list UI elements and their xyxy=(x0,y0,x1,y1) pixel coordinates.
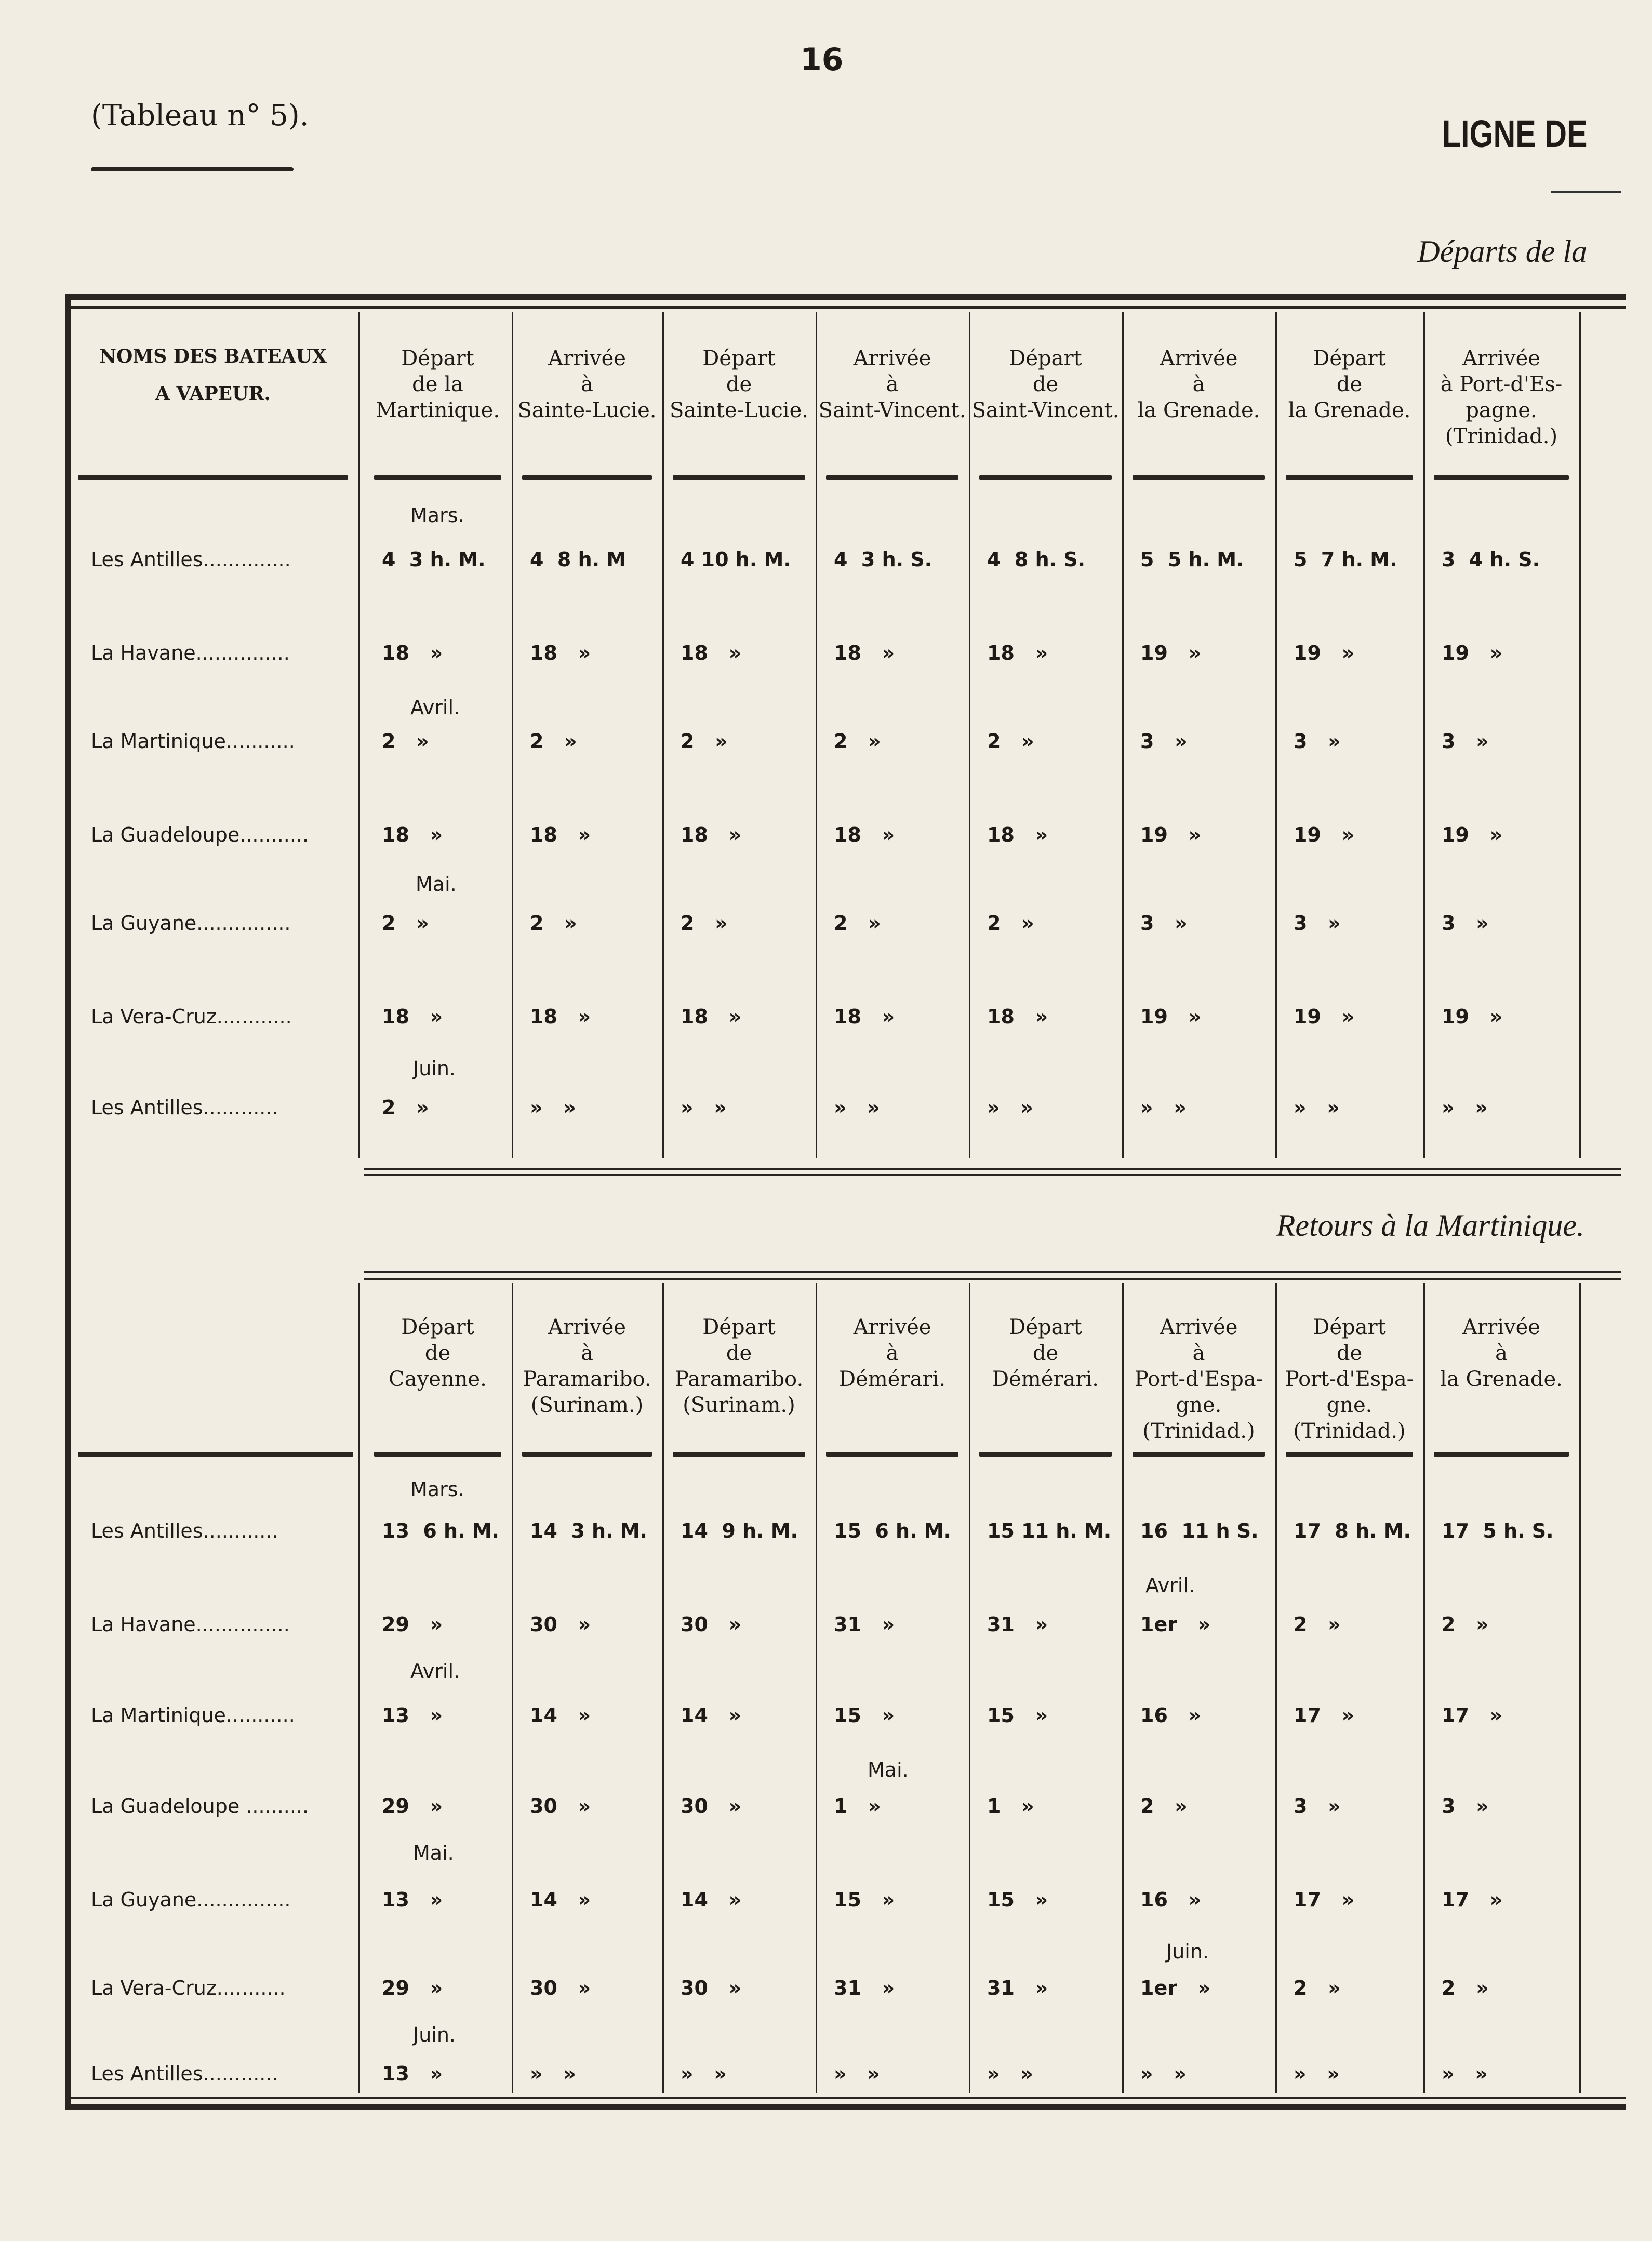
table-cell: 30 » xyxy=(681,1795,742,1818)
table-cell: 1 » xyxy=(834,1795,881,1818)
table-cell: 14 » xyxy=(681,1888,742,1911)
table-cell: 14 » xyxy=(530,1704,591,1727)
table-cell: 3 » xyxy=(1294,912,1341,935)
column-header-line: Départ xyxy=(401,346,474,370)
column-header xyxy=(68,345,358,405)
table-cell: 3 » xyxy=(1140,912,1188,935)
header-underline xyxy=(522,475,652,480)
column-header-line: gne. xyxy=(1326,1393,1373,1417)
column-header-line: à xyxy=(1495,1341,1508,1365)
table-cell: » » xyxy=(1140,1096,1187,1119)
column-header xyxy=(1275,345,1423,423)
table-cell: 18 » xyxy=(681,823,742,846)
table-cell: 30 » xyxy=(530,1977,591,1999)
table-cell: 3 » xyxy=(1442,1795,1489,1818)
column-header-line: la Grenade. xyxy=(1137,398,1260,422)
table-cell: 3 » xyxy=(1140,730,1188,753)
table-cell: » » xyxy=(1140,2062,1187,2085)
table-cell: 18 » xyxy=(681,642,742,664)
month-note: Mars. xyxy=(410,1478,464,1501)
column-header-line: Sainte-Lucie. xyxy=(517,398,657,422)
column-header-line: Sainte-Lucie. xyxy=(670,398,808,422)
mid-rule-2 xyxy=(364,1174,1621,1176)
table-cell: » » xyxy=(987,1096,1033,1119)
column-header-line: pagne. xyxy=(1466,398,1537,422)
row-label: La Martinique........... xyxy=(91,730,295,753)
table-cell: 19 » xyxy=(1442,1005,1503,1028)
header-underline xyxy=(1286,475,1413,480)
table-cell: 15 » xyxy=(834,1704,895,1727)
column-header-line: Arrivée xyxy=(853,1315,931,1339)
column-header-line: Départ xyxy=(1009,1315,1082,1339)
table-cell: 19 » xyxy=(1294,1005,1355,1028)
column-header-line: de xyxy=(1032,372,1059,396)
table-cell: 14 » xyxy=(530,1888,591,1911)
column-header-line: Démérari. xyxy=(992,1367,1099,1391)
header-underline xyxy=(374,475,501,480)
column-header-line: (Trinidad.) xyxy=(1445,424,1558,448)
table-cell: 2 » xyxy=(382,912,429,935)
table-cell: 18 » xyxy=(681,1005,742,1028)
column-header-line: Saint-Vincent. xyxy=(818,398,966,422)
table-cell: » » xyxy=(834,2062,880,2085)
column-header-line: Arrivée xyxy=(1462,346,1540,370)
column-header-line: (Surinam.) xyxy=(530,1393,644,1417)
table-cell: 15 » xyxy=(987,1888,1048,1911)
column-header xyxy=(1423,1314,1579,1392)
column-header-line: Démérari. xyxy=(839,1367,945,1391)
column-header xyxy=(662,345,816,423)
table-cell: 18 » xyxy=(530,823,591,846)
table-bottom-rule-thin xyxy=(65,2097,1626,2099)
ligne-heading: LIGNE DE xyxy=(1442,112,1587,155)
table-cell: 3 » xyxy=(1294,730,1341,753)
table-cell: 15 » xyxy=(987,1704,1048,1727)
column-divider xyxy=(969,1283,970,2093)
column-divider xyxy=(1122,312,1124,1158)
column-header-line: Arrivée xyxy=(1160,346,1238,370)
row-label: Les Antilles............ xyxy=(91,1096,278,1119)
table-bottom-rule xyxy=(65,2104,1626,2110)
table-cell: » » xyxy=(1442,2062,1488,2085)
column-header-line: de xyxy=(726,1341,752,1365)
column-header-line: NOMS DES BATEAUX xyxy=(99,345,327,367)
column-divider xyxy=(969,312,970,1158)
month-note: Juin. xyxy=(413,2023,456,2046)
table-cell: 2 » xyxy=(1442,1613,1489,1636)
table-cell: 29 » xyxy=(382,1795,443,1818)
table-cell: 2 » xyxy=(681,730,728,753)
column-divider xyxy=(1579,312,1581,1158)
column-header-line: à xyxy=(581,372,593,396)
table-cell: 19 » xyxy=(1140,642,1202,664)
departures-title: Départs de la xyxy=(1417,234,1587,269)
column-divider xyxy=(1275,312,1277,1158)
column-divider xyxy=(816,1283,817,2093)
column-header-line: Arrivée xyxy=(1160,1315,1238,1339)
table-cell: 2 » xyxy=(1442,1977,1489,1999)
table-cell: » » xyxy=(681,2062,727,2085)
column-header-line: à xyxy=(581,1341,593,1365)
table-cell: 18 » xyxy=(987,1005,1048,1028)
month-note: Mai. xyxy=(413,1842,454,1864)
table-cell: 3 » xyxy=(1442,730,1489,753)
column-header-line: Arrivée xyxy=(548,346,626,370)
table-cell: 16 11 h S. xyxy=(1140,1519,1259,1542)
column-header xyxy=(969,345,1122,423)
table-cell: 30 » xyxy=(530,1613,591,1636)
column-divider xyxy=(512,312,513,1158)
header-underline xyxy=(826,1452,958,1457)
table-cell: » » xyxy=(1294,2062,1340,2085)
column-header-line: la Grenade. xyxy=(1288,398,1411,422)
column-header xyxy=(662,1314,816,1418)
column-header-line: à xyxy=(1192,1341,1205,1365)
table-cell: 31 » xyxy=(987,1613,1048,1636)
row-label: La Vera-Cruz........... xyxy=(91,1977,286,1999)
table-cell: 13 » xyxy=(382,2062,443,2085)
month-note: Avril. xyxy=(410,1660,460,1683)
column-header xyxy=(512,1314,662,1418)
table-cell: 4 3 h. M. xyxy=(382,548,486,571)
table-cell: » » xyxy=(530,1096,576,1119)
month-note: Mars. xyxy=(410,504,464,527)
month-note: Mai. xyxy=(416,873,457,896)
column-header-line: de xyxy=(424,1341,451,1365)
column-header-line: Cayenne. xyxy=(389,1367,487,1391)
month-note: Avril. xyxy=(410,696,460,719)
table-cell: 2 » xyxy=(834,730,881,753)
table-cell: 3 4 h. S. xyxy=(1442,548,1540,571)
table-cell: 31 » xyxy=(834,1613,895,1636)
table-cell: 17 8 h. M. xyxy=(1294,1519,1411,1542)
row-label: La Guadeloupe .......... xyxy=(91,1795,309,1818)
table-cell: 18 » xyxy=(987,642,1048,664)
month-note: Juin. xyxy=(413,1057,456,1080)
table-cell: 29 » xyxy=(382,1977,443,1999)
column-header-line: à xyxy=(1192,372,1205,396)
table-top-rule-thin xyxy=(65,306,1626,309)
table-cell: 17 » xyxy=(1294,1888,1355,1911)
table-cell: 2 » xyxy=(1294,1613,1341,1636)
table-cell: 17 » xyxy=(1294,1704,1355,1727)
table-cell: 31 » xyxy=(987,1977,1048,1999)
table-cell: 18 » xyxy=(382,823,443,846)
table-cell: 4 10 h. M. xyxy=(681,548,791,571)
table-cell: » » xyxy=(530,2062,576,2085)
row-label: La Guyane............... xyxy=(91,912,291,935)
column-divider xyxy=(662,312,664,1158)
table-cell: 2 » xyxy=(382,730,429,753)
table-cell: 31 » xyxy=(834,1977,895,1999)
header-underline xyxy=(78,475,348,480)
column-divider xyxy=(1423,1283,1425,2093)
table-cell: 5 5 h. M. xyxy=(1140,548,1244,571)
column-header xyxy=(1275,1314,1423,1444)
table-cell: 2 » xyxy=(1140,1795,1188,1818)
table-cell: 18 » xyxy=(382,1005,443,1028)
table-top-rule xyxy=(65,294,1626,300)
header-underline xyxy=(826,475,958,480)
column-header-line: Départ xyxy=(702,1315,776,1339)
table-cell: 16 » xyxy=(1140,1704,1202,1727)
column-header xyxy=(1423,345,1579,449)
row-label: La Guadeloupe........... xyxy=(91,823,309,846)
table-cell: 15 6 h. M. xyxy=(834,1519,951,1542)
row-label: Les Antilles.............. xyxy=(91,548,291,571)
column-divider xyxy=(358,312,360,1158)
table-cell: 17 » xyxy=(1442,1704,1503,1727)
column-header-line: à Port-d'Es- xyxy=(1440,372,1563,396)
returns-top-rule-1 xyxy=(364,1271,1621,1273)
column-header xyxy=(969,1314,1122,1392)
page-number: 16 xyxy=(800,42,844,78)
column-header-line: Arrivée xyxy=(1462,1315,1540,1339)
table-cell: 3 » xyxy=(1294,1795,1341,1818)
column-header xyxy=(364,345,512,423)
column-header-line: Départ xyxy=(1009,346,1082,370)
table-cell: 19 » xyxy=(1140,1005,1202,1028)
column-header-line: Arrivée xyxy=(548,1315,626,1339)
column-header-line: Port-d'Espa- xyxy=(1134,1367,1263,1391)
column-header-line: Paramaribo. xyxy=(523,1367,651,1391)
table-cell: 4 8 h. M xyxy=(530,548,627,571)
column-divider xyxy=(358,1283,360,2093)
table-cell: 2 » xyxy=(530,912,577,935)
column-header-line: Paramaribo. xyxy=(674,1367,804,1391)
column-header-line: Départ xyxy=(702,346,776,370)
table-cell: 19 » xyxy=(1442,642,1503,664)
table-cell: 5 7 h. M. xyxy=(1294,548,1397,571)
column-header-line: la Grenade. xyxy=(1440,1367,1563,1391)
column-header xyxy=(364,1314,512,1392)
table-cell: 2 » xyxy=(987,730,1034,753)
header-underline xyxy=(673,1452,805,1457)
column-header-line: gne. xyxy=(1176,1393,1222,1417)
table-cell: » » xyxy=(987,2062,1033,2085)
tableau-label: (Tableau n° 5). xyxy=(91,99,309,132)
table-cell: 30 » xyxy=(681,1977,742,1999)
header-underline xyxy=(979,1452,1112,1457)
column-header-line: (Surinam.) xyxy=(683,1393,795,1417)
header-underline xyxy=(1133,1452,1265,1457)
table-cell: 14 » xyxy=(681,1704,742,1727)
table-cell: 13 » xyxy=(382,1888,443,1911)
header-underline xyxy=(1434,475,1569,480)
column-header xyxy=(1122,1314,1275,1444)
month-note: Avril. xyxy=(1145,1574,1195,1597)
table-cell: 14 3 h. M. xyxy=(530,1519,647,1542)
header-underline xyxy=(1286,1452,1413,1457)
table-cell: 2 » xyxy=(1294,1977,1341,1999)
row-label: La Havane............... xyxy=(91,1613,290,1636)
table-cell: 30 » xyxy=(681,1613,742,1636)
table-cell: 18 » xyxy=(834,1005,895,1028)
column-header-line: à xyxy=(886,1341,899,1365)
table-cell: 13 » xyxy=(382,1704,443,1727)
column-header-line: (Trinidad.) xyxy=(1142,1419,1255,1443)
column-header-line: Arrivée xyxy=(853,346,931,370)
table-cell: 1 » xyxy=(987,1795,1034,1818)
table-cell: 14 9 h. M. xyxy=(681,1519,798,1542)
table-cell: » » xyxy=(834,1096,880,1119)
table-cell: 2 » xyxy=(834,912,881,935)
table-cell: 17 » xyxy=(1442,1888,1503,1911)
column-header-line: de xyxy=(726,372,752,396)
column-header-line: Départ xyxy=(1313,1315,1386,1339)
header-underline xyxy=(78,1452,353,1457)
table-cell: 30 » xyxy=(530,1795,591,1818)
column-header xyxy=(816,345,969,423)
table-cell: 1er » xyxy=(1140,1613,1211,1636)
table-cell: 1er » xyxy=(1140,1977,1211,1999)
column-header xyxy=(816,1314,969,1392)
table-cell: 16 » xyxy=(1140,1888,1202,1911)
table-cell: 4 8 h. S. xyxy=(987,548,1086,571)
table-cell: 19 » xyxy=(1140,823,1202,846)
table-cell: 18 » xyxy=(987,823,1048,846)
column-header-line: de la xyxy=(412,372,463,396)
column-header-line: Saint-Vincent. xyxy=(971,398,1120,422)
column-header-line: de xyxy=(1336,372,1363,396)
column-header-line: Départ xyxy=(1313,346,1386,370)
returns-title: Retours à la Martinique. xyxy=(1276,1208,1584,1243)
column-header-line: de xyxy=(1032,1341,1059,1365)
table-cell: 19 » xyxy=(1294,642,1355,664)
row-label: Les Antilles............ xyxy=(91,1519,278,1542)
mid-rule-1 xyxy=(364,1168,1621,1170)
table-cell: 2 » xyxy=(681,912,728,935)
month-note: Juin. xyxy=(1166,1940,1209,1963)
column-header-line: Départ xyxy=(401,1315,474,1339)
row-label: La Havane............... xyxy=(91,642,290,664)
table-left-frame xyxy=(65,294,71,2110)
table-cell: 19 » xyxy=(1442,823,1503,846)
table-cell: 3 » xyxy=(1442,912,1489,935)
table-cell: 4 3 h. S. xyxy=(834,548,932,571)
ligne-rule xyxy=(1551,191,1621,193)
column-header-line: Port-d'Espa- xyxy=(1285,1367,1414,1391)
header-underline xyxy=(522,1452,652,1457)
table-cell: 18 » xyxy=(834,823,895,846)
column-header xyxy=(512,345,662,423)
month-note: Mai. xyxy=(868,1758,909,1781)
table-cell: 18 » xyxy=(530,1005,591,1028)
table-cell: » » xyxy=(1294,1096,1340,1119)
table-cell: 2 » xyxy=(987,912,1034,935)
table-cell: 17 5 h. S. xyxy=(1442,1519,1554,1542)
column-header-line: (Trinidad.) xyxy=(1293,1419,1406,1443)
table-cell: 13 6 h. M. xyxy=(382,1519,499,1542)
column-header-line: A VAPEUR. xyxy=(155,383,271,405)
table-cell: 18 » xyxy=(530,642,591,664)
table-cell: 29 » xyxy=(382,1613,443,1636)
column-divider xyxy=(1579,1283,1581,2093)
header-underline xyxy=(673,475,805,480)
table-cell: 15 11 h. M. xyxy=(987,1519,1112,1542)
table-cell: 2 » xyxy=(382,1096,429,1119)
returns-top-rule-2 xyxy=(364,1278,1621,1280)
column-header-line: Martinique. xyxy=(375,398,500,422)
column-header xyxy=(1122,345,1275,423)
column-header-line: de xyxy=(1336,1341,1363,1365)
table-cell: 15 » xyxy=(834,1888,895,1911)
table-cell: 2 » xyxy=(530,730,577,753)
row-label: La Vera-Cruz............ xyxy=(91,1005,292,1028)
tableau-underline xyxy=(91,167,294,171)
header-underline xyxy=(1133,475,1265,480)
column-divider xyxy=(816,312,817,1158)
row-label: Les Antilles............ xyxy=(91,2062,278,2085)
row-label: La Martinique........... xyxy=(91,1704,295,1727)
table-cell: 18 » xyxy=(834,642,895,664)
table-cell: » » xyxy=(1442,1096,1488,1119)
table-cell: 18 » xyxy=(382,642,443,664)
column-header-line: à xyxy=(886,372,899,396)
table-cell: 19 » xyxy=(1294,823,1355,846)
header-underline xyxy=(979,475,1112,480)
table-cell: » » xyxy=(681,1096,727,1119)
header-underline xyxy=(1434,1452,1569,1457)
header-underline xyxy=(374,1452,501,1457)
row-label: La Guyane............... xyxy=(91,1888,291,1911)
